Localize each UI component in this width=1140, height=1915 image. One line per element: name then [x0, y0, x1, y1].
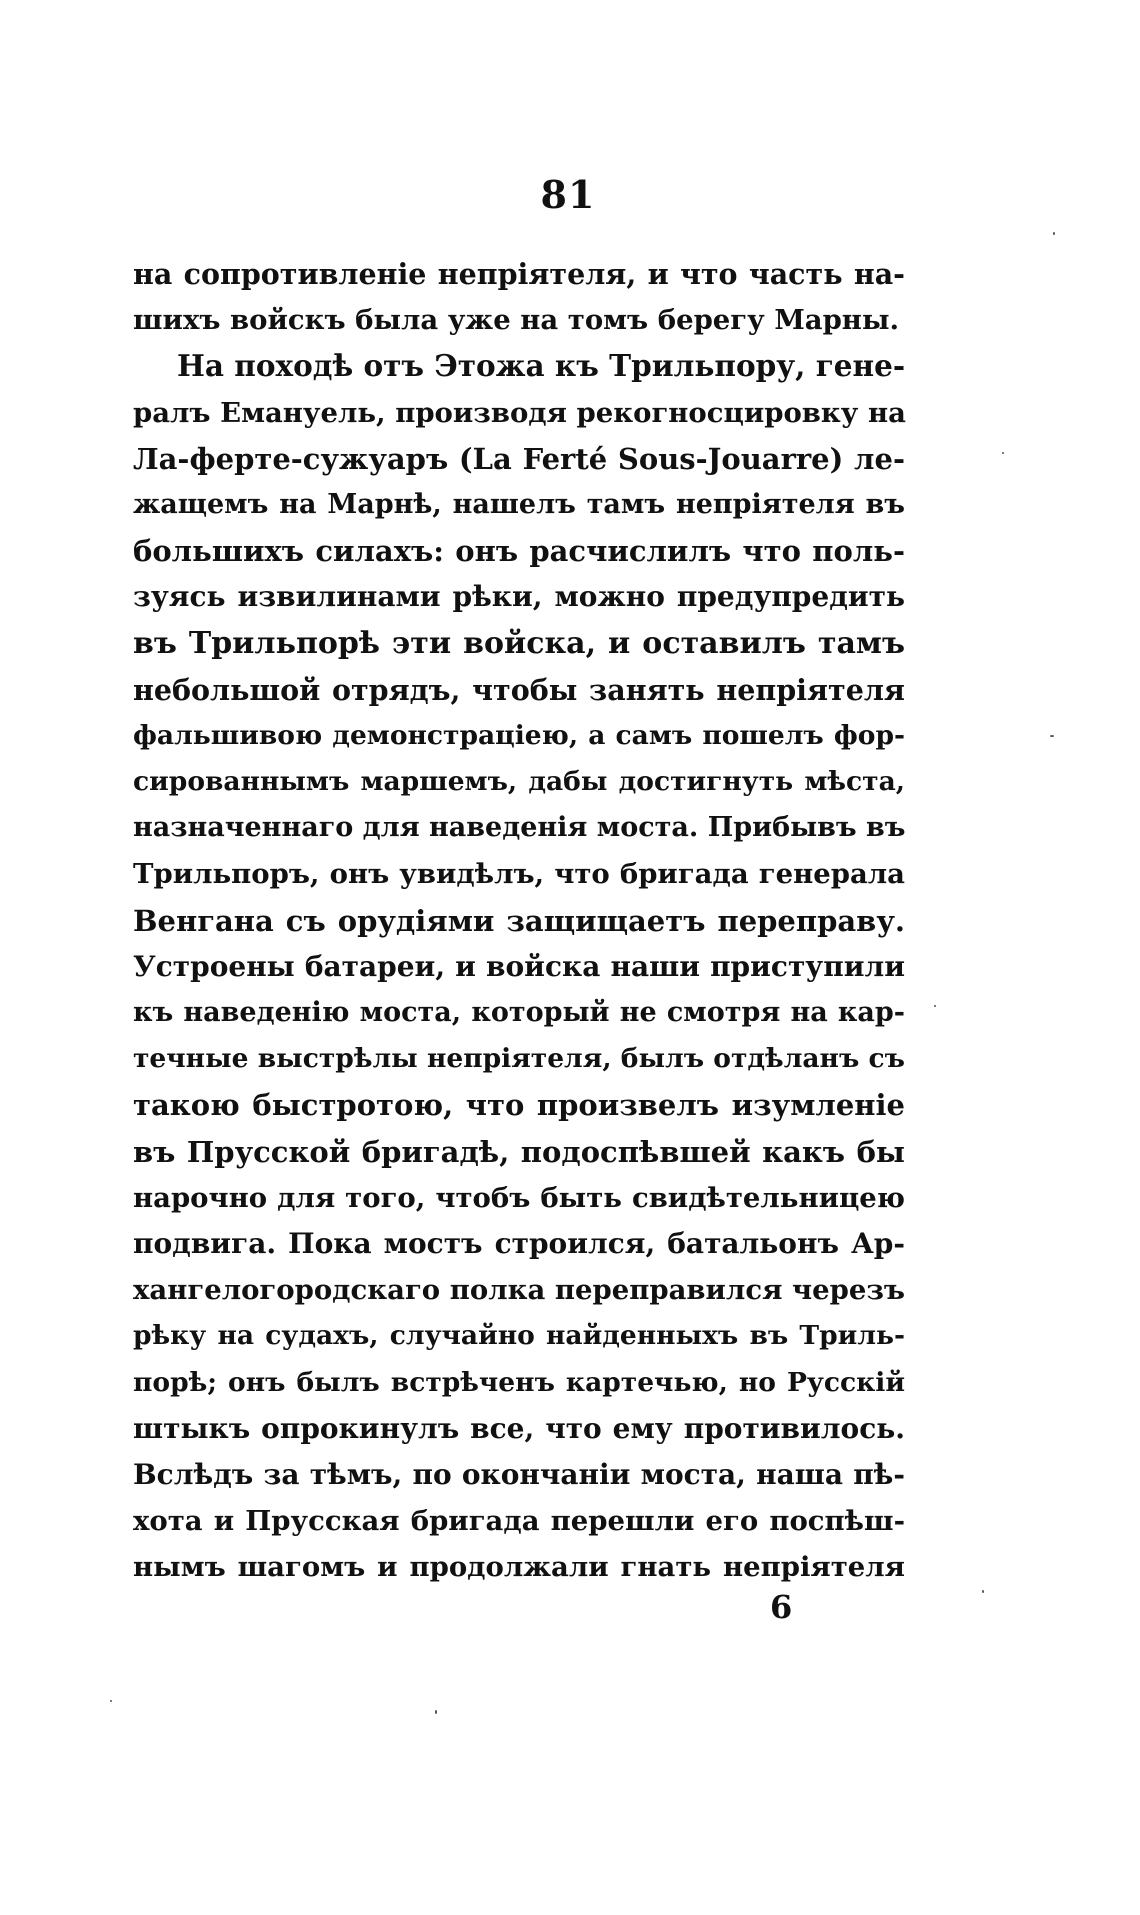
- text-line: сированнымъ маршемъ, дабы достигнуть мѣста,: [133, 766, 905, 798]
- text-line: подвига. Пока мостъ строился, батальонъ Ар-: [133, 1226, 905, 1260]
- print-speck: [982, 1590, 984, 1593]
- page-number: 81: [540, 172, 596, 217]
- text-line: На походѣ отъ Этожа къ Трильпору, гене-: [177, 348, 906, 384]
- text-line: большихъ силахъ: онъ расчислилъ что поль-: [133, 534, 905, 569]
- text-line: нымъ шагомъ и продолжали гнать непріятеля: [133, 1551, 905, 1584]
- text-line: назначеннаго для наведенія моста. Прибывъ въ: [133, 812, 906, 844]
- print-speck: [1053, 232, 1055, 235]
- text-line: ралъ Емануель, производя рекогносцировку на: [133, 396, 906, 429]
- print-speck: [110, 1700, 112, 1702]
- text-line: нарочно для того, чтобъ быть свидѣтельницею: [133, 1181, 905, 1214]
- text-line: Трильпоръ, онъ увидѣлъ, что бригада генерала: [133, 858, 905, 891]
- text-line: Венгана съ орудіями защищаетъ переправу.: [133, 903, 905, 938]
- text-line: такою быстротою, что произвелъ изумленіе: [133, 1088, 905, 1123]
- text-line: рѣку на судахъ, случайно найденныхъ въ Триль-: [133, 1320, 905, 1352]
- text-line: къ наведенію моста, который не смотря на кар-: [133, 997, 905, 1028]
- body-text: [133, 251, 905, 1590]
- text-line: фальшивою демонстраціею, а самъ пошелъ фор-: [133, 719, 905, 751]
- text-line: шихъ войскъ была уже на томъ берегу Марны.: [133, 304, 900, 337]
- text-line: Устроены батареи, и войска наши приступили: [133, 949, 905, 983]
- text-line: въ Трильпорѣ эти войска, и оставилъ тамъ: [133, 625, 905, 661]
- text-line: хангелогородскаго полка переправился черезъ: [133, 1274, 905, 1307]
- signature-mark: 6: [770, 1588, 793, 1626]
- text-line: на сопротивленіе непріятеля, и что часть на-: [133, 257, 905, 291]
- text-line: зуясь извилинами рѣки, можно предупредить: [133, 580, 905, 614]
- text-line: Вслѣдъ за тѣмъ, по окончаніи моста, наша пѣ-: [133, 1457, 905, 1491]
- print-speck: [435, 1710, 437, 1714]
- text-line: жащемъ на Марнѣ, нашелъ тамъ непріятеля въ: [133, 488, 905, 520]
- text-line: порѣ; онъ былъ встрѣченъ картечью, но Русскій: [133, 1366, 905, 1398]
- print-speck: [1002, 452, 1004, 454]
- text-line: въ Прусской бригадѣ, подоспѣвшей какъ бы: [133, 1134, 905, 1169]
- text-line: Ла-ферте-сужуаръ (La Ferté Sous-Jouarre) ле-: [133, 441, 905, 476]
- text-line: штыкъ опрокинулъ все, что ему противилось.: [133, 1411, 905, 1445]
- print-speck: [934, 1005, 936, 1007]
- print-speck: [1050, 735, 1054, 737]
- text-line: небольшой отрядъ, чтобы занять непріятеля: [133, 672, 905, 707]
- text-line: хота и Прусская бригада перешли его поспѣш-: [133, 1505, 905, 1538]
- text-line: течные выстрѣлы непріятеля, былъ отдѣланъ съ: [133, 1043, 905, 1075]
